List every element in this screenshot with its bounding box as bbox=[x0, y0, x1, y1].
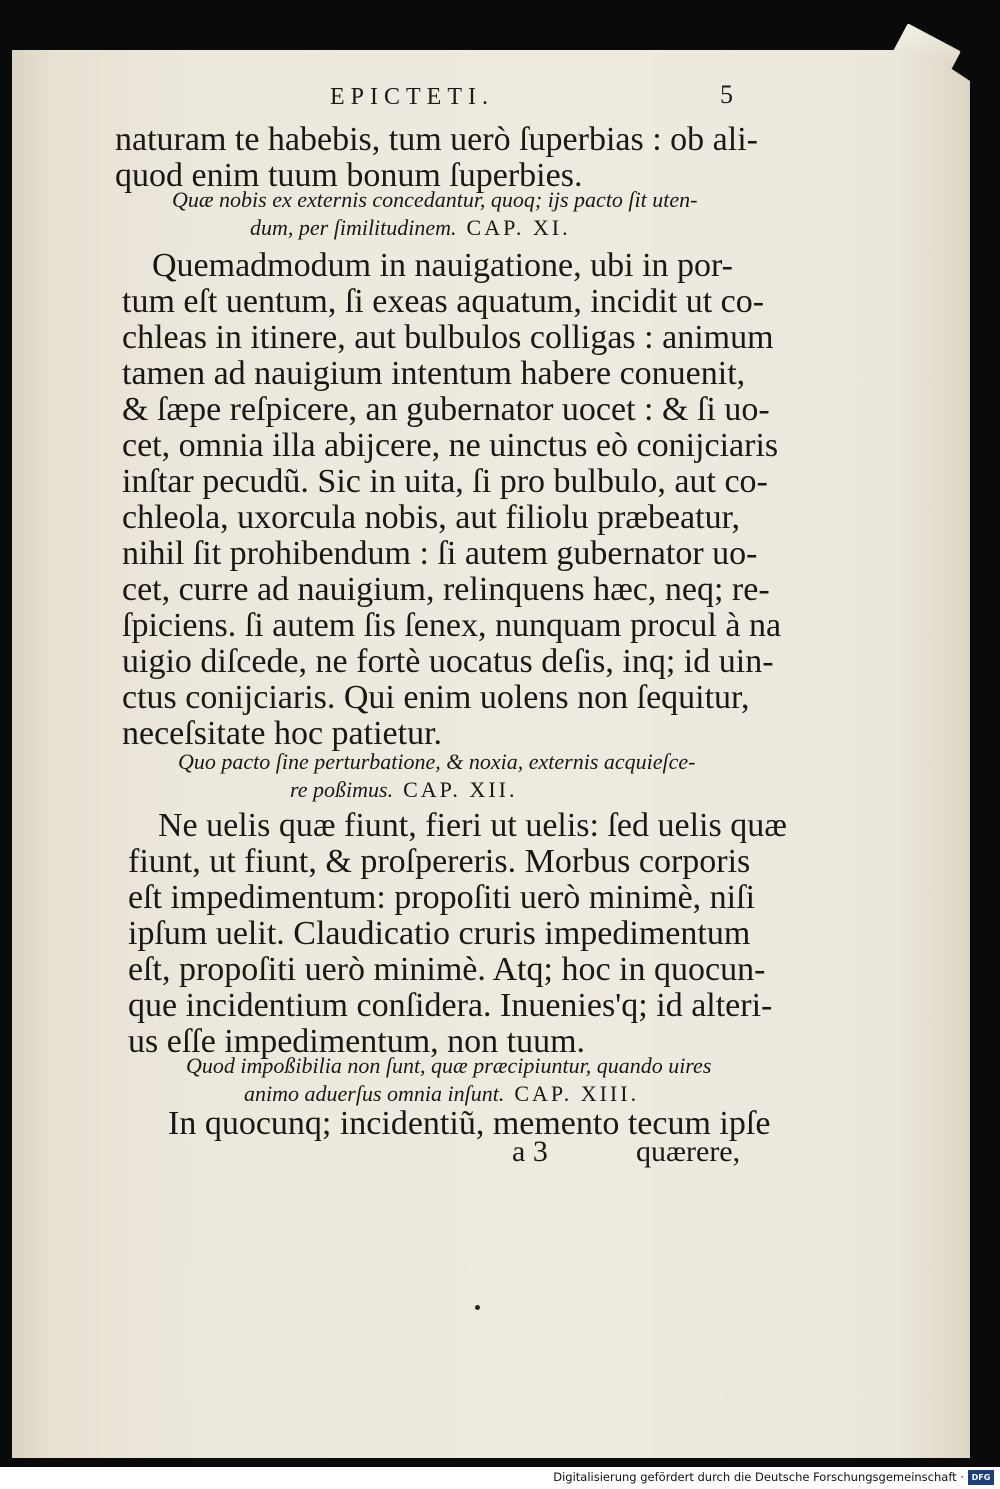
text-line: Ne uelis quæ fiunt, fieri ut uelis: ſed uelis quæ bbox=[158, 807, 787, 844]
text-line: Quemadmodum in nauigatione, ubi in por- bbox=[152, 247, 733, 284]
text-line: naturam te habebis, tum uerò ſuperbias : ob ali- bbox=[115, 121, 758, 158]
text-line: ctus conijciaris. Qui enim uolens non ſequitur, bbox=[122, 679, 750, 716]
chapter-heading-line bbox=[250, 214, 571, 242]
chapter-number: CAP. XIII. bbox=[514, 1081, 640, 1106]
text-line: tum eſt uentum, ſi exeas aquatum, incidit ut co- bbox=[122, 283, 765, 320]
digitization-footer bbox=[0, 1467, 1000, 1489]
text-line: eſt impedimentum: propoſiti uerò minimè, niſi bbox=[128, 879, 756, 916]
text-line: tamen ad nauigium intentum habere conuenit, bbox=[122, 355, 746, 392]
text-line: uigio diſcede, ne fortè uocatus deſis, inq; id uin- bbox=[122, 643, 774, 680]
text-line: cet, curre ad nauigium, relinquens hæc, neq; re- bbox=[122, 571, 770, 608]
text-line: us eſſe impedimentum, non tuum. bbox=[128, 1023, 586, 1060]
chapter-heading-line bbox=[290, 776, 517, 804]
text-line: ſpiciens. ſi autem ſis ſenex, nunquam procul à na bbox=[122, 607, 782, 644]
chapter-heading-line: Quæ nobis ex externis concedantur, quoq; ijs pacto ſit uten- bbox=[172, 187, 698, 212]
page-number: 5 bbox=[720, 80, 733, 109]
signature-mark: a 3 bbox=[512, 1135, 548, 1168]
text-line: eſt, propoſiti uerò minimè. Atq; hoc in quocun- bbox=[128, 951, 766, 988]
chapter-heading-text: dum, per ſimilitudinem. bbox=[250, 215, 457, 240]
chapter-heading-text: animo aduerſus omnia inſunt. bbox=[244, 1081, 505, 1106]
chapter-heading-line: Quo pacto ſine perturbatione, & noxia, externis acquieſce- bbox=[178, 749, 696, 774]
funding-credit: Digitalisierung gefördert durch die Deutsche Forschungsgemeinschaft · bbox=[553, 1470, 964, 1484]
running-head: EPICTETI. bbox=[330, 84, 494, 110]
text-line: ipſum uelit. Claudicatio cruris impedimentum bbox=[128, 915, 751, 952]
text-line: chleas in itinere, aut bulbulos colligas : animum bbox=[122, 319, 774, 356]
chapter-heading-line: Quod impoßibilia non ſunt, quæ præcipiuntur, quando uires bbox=[186, 1053, 712, 1078]
dfg-logo: DFG bbox=[968, 1470, 994, 1485]
ink-speck bbox=[475, 1305, 480, 1310]
text-line: nihil ſit prohibendum : ſi autem gubernator uo- bbox=[122, 535, 758, 572]
text-line: quod enim tuum bonum ſuperbies. bbox=[115, 157, 583, 194]
text-line: & ſæpe reſpicere, an gubernator uocet : & ſi uo- bbox=[122, 391, 770, 428]
text-line: chleola, uxorcula nobis, aut filiolu præbeatur, bbox=[122, 499, 741, 536]
text-line: que incidentium conſidera. Inuenies'q; id alteri- bbox=[128, 987, 773, 1024]
text-line: inſtar pecudũ. Sic in uita, ſi pro bulbulo, aut co- bbox=[122, 463, 768, 500]
chapter-number: CAP. XII. bbox=[403, 777, 518, 802]
chapter-heading-text: re poßimus. bbox=[290, 777, 394, 802]
text-line: In quocunq; incidentiũ, memento tecum ipſe bbox=[168, 1105, 771, 1142]
chapter-number: CAP. XI. bbox=[466, 215, 571, 240]
text-line: cet, omnia illa abijcere, ne uinctus eò conijciaris bbox=[122, 427, 779, 464]
text-line: fiunt, ut fiunt, & proſpereris. Morbus corporis bbox=[128, 843, 751, 880]
catchword: quærere, bbox=[636, 1135, 741, 1168]
text-line: neceſsitate hoc patietur. bbox=[122, 715, 443, 752]
